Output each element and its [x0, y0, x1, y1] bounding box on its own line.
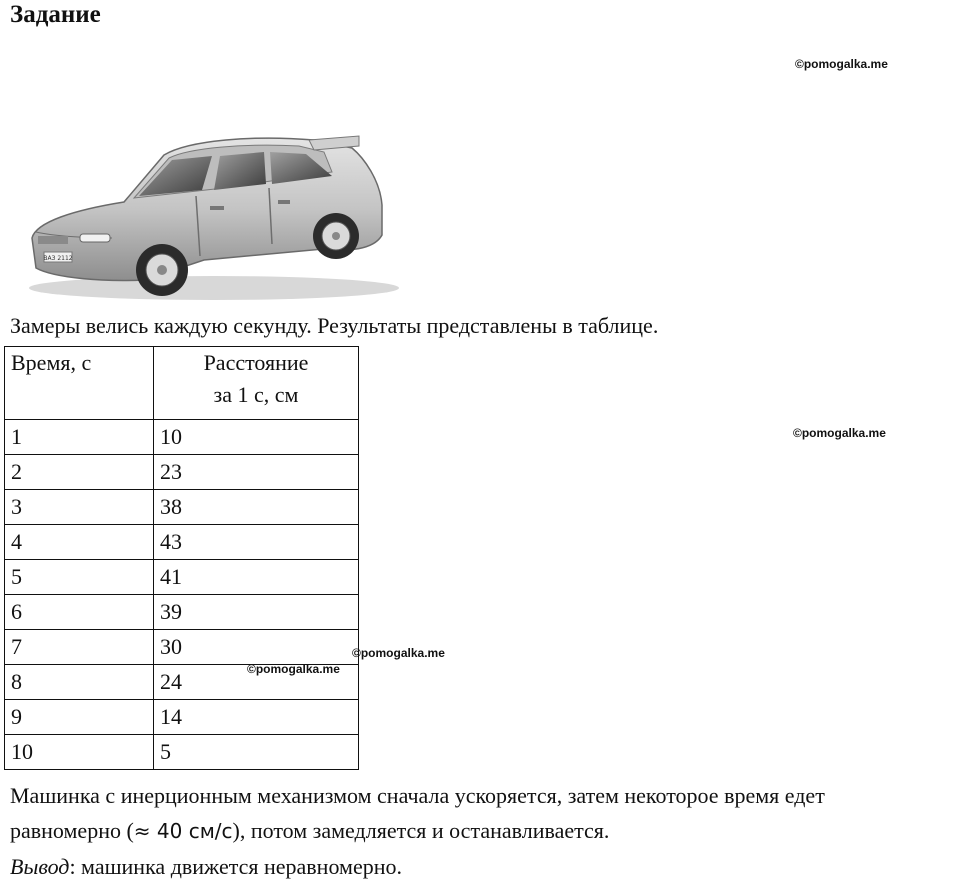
watermark: ©pomogalka.me [795, 57, 888, 71]
cell-distance: 30 [154, 630, 359, 665]
cell-time: 5 [5, 560, 154, 595]
table-row [5, 560, 359, 595]
svg-text:ВАЗ 2112: ВАЗ 2112 [43, 255, 73, 262]
conclusion-text: : машинка движется неравномерно. [69, 854, 402, 879]
cell-time: 10 [5, 735, 154, 770]
table-row [5, 595, 359, 630]
cell-distance: 41 [154, 560, 359, 595]
table-row [5, 630, 359, 665]
speed-formula: ≈ 40 см/с [133, 819, 233, 843]
cell-distance: 10 [154, 420, 359, 455]
cell-time: 2 [5, 455, 154, 490]
cell-distance: 38 [154, 490, 359, 525]
header-time: Время, с [5, 347, 154, 420]
explanation-line-2 [10, 813, 960, 849]
table-row [5, 525, 359, 560]
header-distance [154, 347, 359, 420]
watermark: ©pomogalka.me [352, 646, 445, 660]
cell-distance: 14 [154, 700, 359, 735]
cell-time: 6 [5, 595, 154, 630]
explanation-text [10, 778, 960, 884]
measurements-table [4, 346, 359, 770]
watermark: ©pomogalka.me [793, 426, 886, 440]
car-toy-image [14, 110, 404, 310]
intro-text: Замеры велись каждую секунду. Результаты представлены в таблице. [10, 313, 659, 338]
cell-time: 3 [5, 490, 154, 525]
table-row [5, 420, 359, 455]
explanation-line-2-end: ), потом замедляется и останавливается. [232, 818, 610, 843]
cell-distance: 5 [154, 735, 359, 770]
cell-time: 4 [5, 525, 154, 560]
cell-time: 7 [5, 630, 154, 665]
cell-time: 9 [5, 700, 154, 735]
table-row [5, 490, 359, 525]
table-header-row [5, 347, 359, 420]
table-row [5, 700, 359, 735]
table-row [5, 455, 359, 490]
explanation-line-2-start: равномерно ( [10, 818, 134, 843]
cell-distance: 43 [154, 525, 359, 560]
watermark: ©pomogalka.me [247, 662, 340, 676]
cell-time: 1 [5, 420, 154, 455]
page-title: Задание [10, 1, 101, 28]
cell-time: 8 [5, 665, 154, 700]
header-distance-line2: за 1 с, см [213, 382, 299, 407]
cell-distance: 39 [154, 595, 359, 630]
cell-distance: 23 [154, 455, 359, 490]
header-distance-line1: Расстояние [203, 350, 309, 375]
table-row [5, 735, 359, 770]
conclusion-label: Вывод [10, 854, 70, 879]
explanation-line-1: Машинка с инерционным механизмом сначала ускоряется, затем некоторое время едет [10, 783, 825, 808]
cell-distance: 24 [154, 665, 359, 700]
